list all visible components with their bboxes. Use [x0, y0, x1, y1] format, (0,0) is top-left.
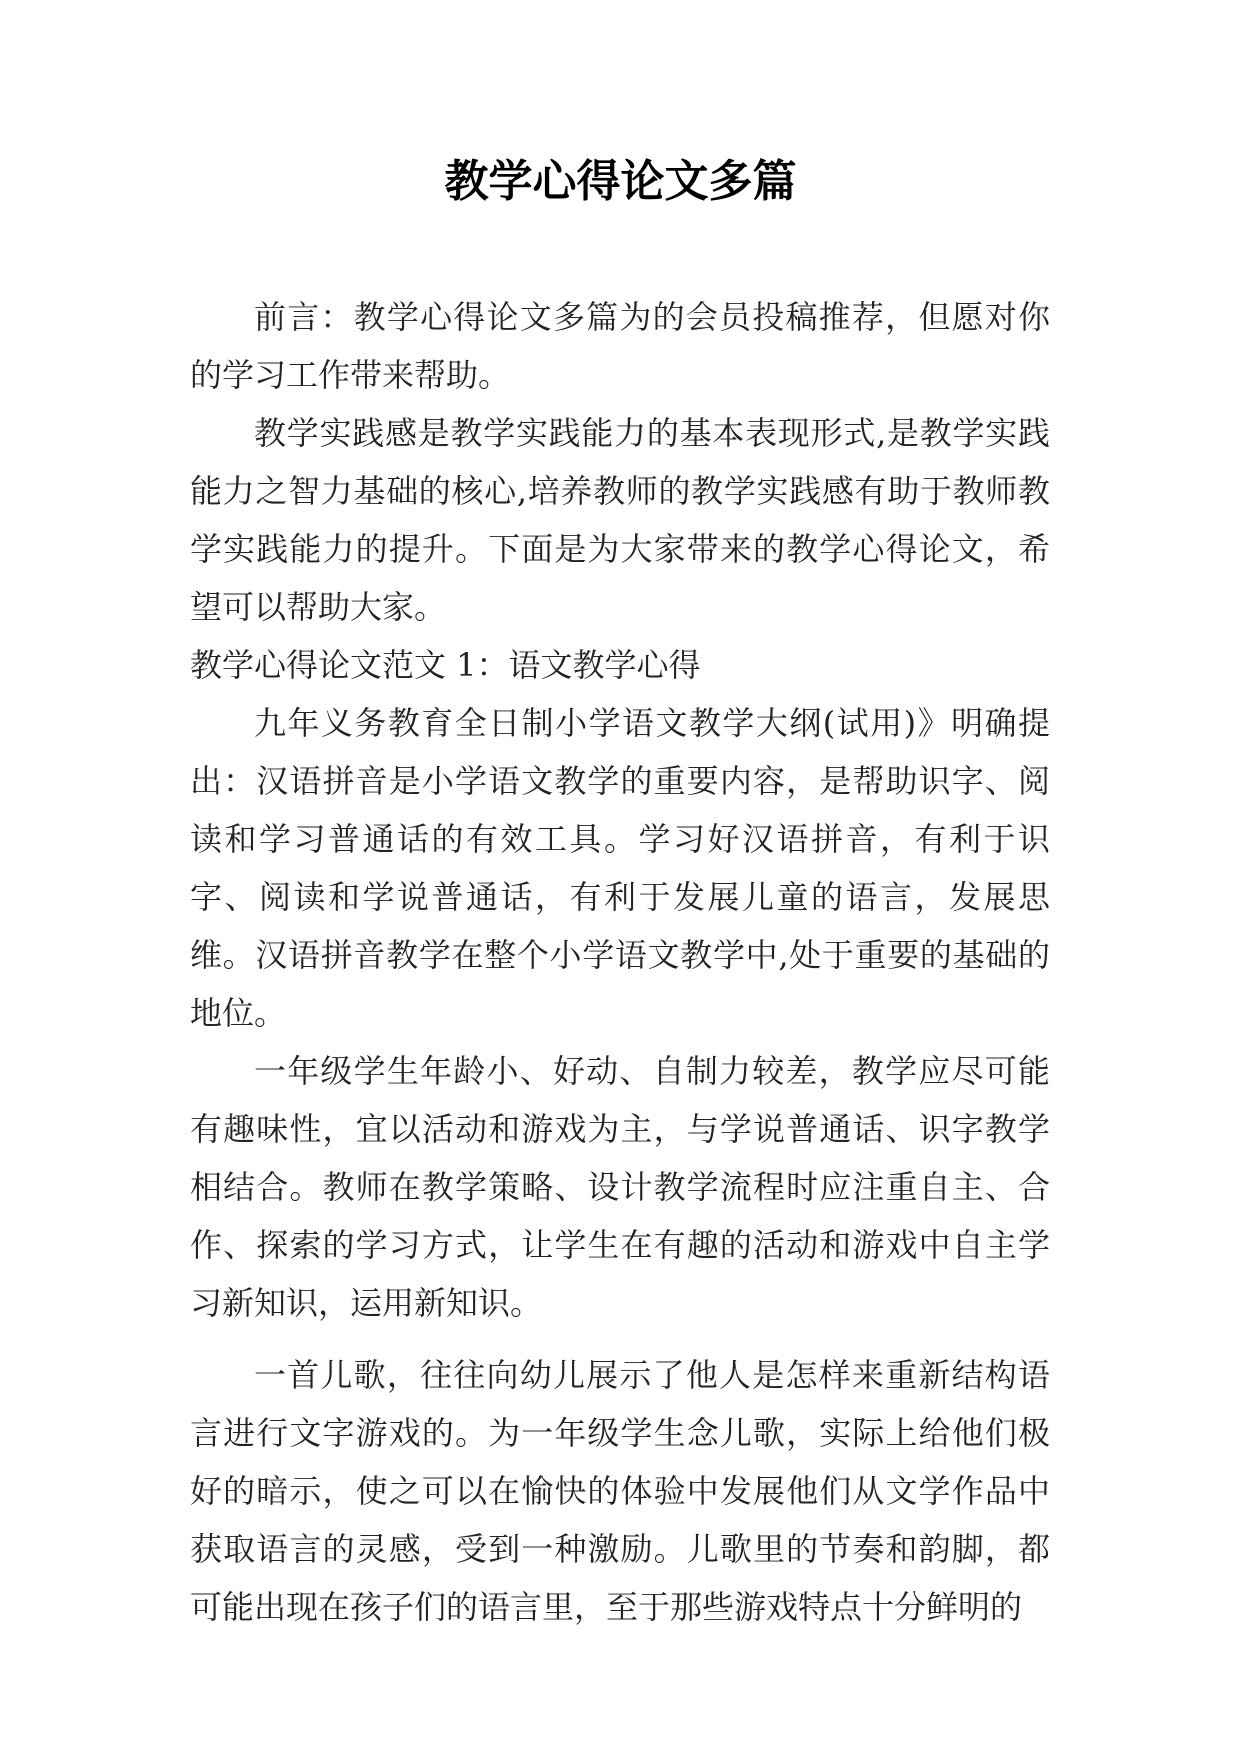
body-paragraph: 一年级学生年龄小、好动、自制力较差，教学应尽可能有趣味性，宜以活动和游戏为主，与学说普通话、识字教学相结合。教师在教学策略、设计教学流程时应注重自主、合作、探索的学习方式，让学生在有趣的活动和游戏中自主学习新知识，运用新知识。 — [190, 1052, 1050, 1322]
body-paragraph: 一首儿歌，往往向幼儿展示了他人是怎样来重新结构语言进行文字游戏的。为一年级学生念儿歌，实际上给他们极好的暗示，使之可以在愉快的体验中发展他们从文学作品中获取语言的灵感，受到一种激励。儿歌里的节奏和韵脚，都可能出现在孩子们的语言里，至于那些游戏特点十分鲜明的 — [190, 1356, 1050, 1626]
preface-paragraph: 前言：教学心得论文多篇为的会员投稿推荐，但愿对你的学习工作带来帮助。 — [190, 298, 1050, 394]
body-paragraph: 九年义务教育全日制小学语文教学大纲(试用)》明确提出：汉语拼音是小学语文教学的重要内容，是帮助识字、阅读和学习普通话的有效工具。学习好汉语拼音，有利于识字、阅读和学说普通话，有利于发展儿童的语言，发展思维。汉语拼音教学在整个小学语文教学中,处于重要的基础的地位。 — [190, 704, 1050, 1032]
document-body — [190, 288, 1050, 1636]
intro-paragraph: 教学实践感是教学实践能力的基本表现形式,是教学实践能力之智力基础的核心,培养教师的教学实践感有助于教师教学实践能力的提升。下面是为大家带来的教学心得论文，希望可以帮助大家。 — [190, 414, 1050, 626]
section-heading: 教学心得论文范文 1：语文教学心得 — [190, 646, 701, 684]
document-title: 教学心得论文多篇 — [444, 156, 797, 207]
